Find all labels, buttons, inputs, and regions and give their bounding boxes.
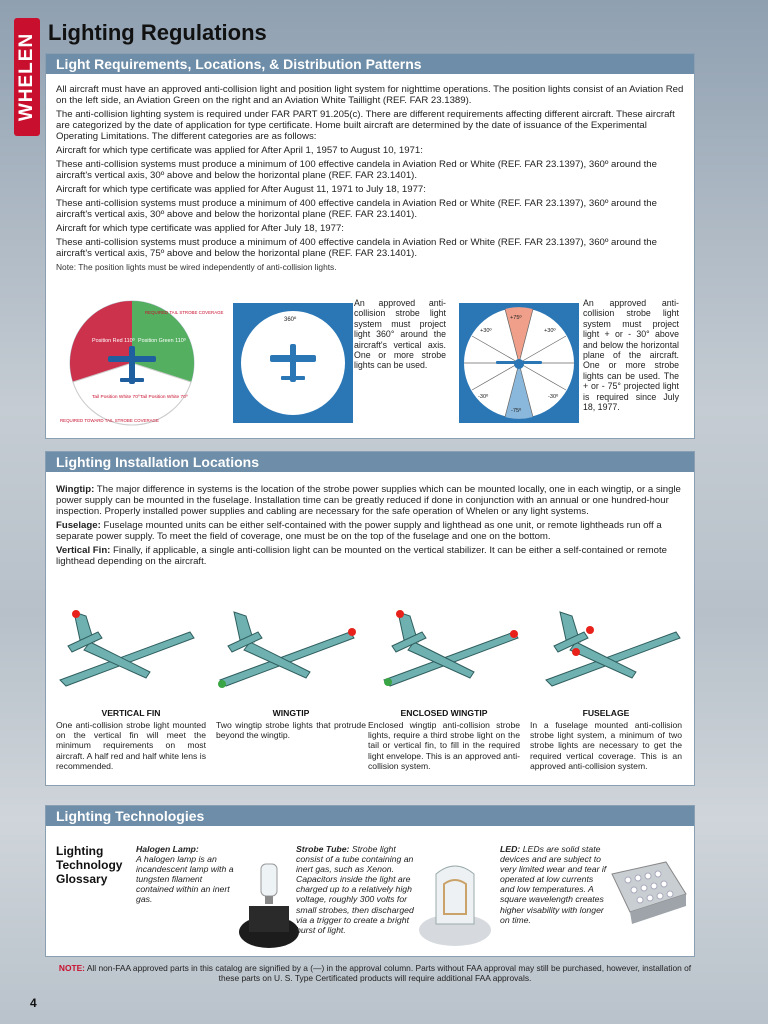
note-text: All non-FAA approved parts in this catalog are signified by a (—) in the approval column. Parts without FAA approval may still be purchased, however, installation of these parts on U. S. Type Certificated products will require additional FAA approvals.	[84, 963, 692, 983]
360-coverage-diagram	[232, 302, 354, 424]
strobe-left-wingtip-icon	[218, 680, 226, 688]
section-body	[46, 74, 694, 272]
section-heading: Light Requirements, Locations, & Distribution Patterns	[46, 54, 694, 74]
technologies-body	[46, 828, 694, 948]
note-label: NOTE:	[58, 963, 85, 973]
enclosed-wingtip-airplane	[374, 602, 524, 692]
caption-title: ENCLOSED WINGTIP	[400, 708, 488, 718]
360-description: An approved anti-collision strobe light system must project light 360° around the aircraft's vertical axis. One or more strobe lights can be used.	[354, 298, 446, 371]
airplane-icon	[374, 602, 524, 692]
wingtip-text: The major difference in systems is the location of the strobe power supplies which can be mounted locally, one in each wingtip, or a single power supply can be mounted in the fuselage. Installation time can be greatly reduced if done in conjunction with an annual or one hundred-hour inspection. Properly installed power supplies and cabling are necessary for the safe operation of Whelen or any light systems.	[56, 484, 681, 517]
minus-30-right-label: -30º	[548, 394, 559, 400]
minus-30-left-label: -30º	[478, 394, 489, 400]
fuselage-airplane	[536, 602, 686, 692]
caption-text: In a fuselage mounted anti-collision strobe light system, a minimum of two strobe lights are necessary to get the required vertical coverage. This is an approved anti-collision system.	[530, 720, 682, 771]
paragraph: Aircraft for which type certificate was applied for After July 18, 1977:	[56, 223, 344, 234]
strobe-right-wingtip-icon	[510, 630, 518, 638]
plus-75-label: +75º	[510, 315, 522, 321]
plus-30-right-label: +30º	[544, 328, 556, 334]
tail-right-label: Tail Position White 70º	[140, 395, 188, 400]
caption-text: Two wingtip strobe lights that protrude beyond the wingtip.	[216, 720, 366, 741]
strobe-fin-icon	[396, 610, 404, 618]
wingtip-label: Wingtip:	[56, 484, 95, 495]
installation-locations-panel	[45, 451, 695, 786]
section-heading: Lighting Installation Locations	[46, 452, 694, 472]
outer-left-label: REQUIRED TOWARD TAIL STROBE COVERAGE	[60, 418, 159, 423]
vertical-coverage-diagram	[458, 302, 580, 424]
approval-note	[50, 963, 700, 983]
halogen-lamp-icon	[234, 862, 304, 952]
caption-title: FUSELAGE	[582, 708, 630, 718]
caption-title: WINGTIP	[272, 708, 310, 718]
halogen-lamp-image	[234, 862, 304, 952]
lighting-technologies-panel	[45, 805, 695, 957]
airplane-icon	[50, 602, 200, 692]
led-text: LEDs are solid state devices and are subject to very limited wear and tear if operated at low currents and low temperatures. A square wavelength creates higher visability with longer on time.	[500, 844, 607, 925]
360-coverage-svg	[232, 302, 354, 424]
halogen-text: A halogen lamp is an incandescent lamp with a tungsten filament contained within an inert gas.	[136, 854, 234, 905]
page-title: Lighting Regulations	[48, 20, 267, 45]
position-green-label: Position Green 110º	[138, 338, 186, 344]
whelen-logo: WHELEN	[14, 18, 40, 136]
strobe-text: Strobe light consist of a tube containing an inert gas, such as Xenon. Capacitors inside the light are charged up to a relatively high voltage, roughly 300 volts for small strobes, then discharged via a trigger to create a bright burst of light.	[296, 844, 414, 935]
fuselage-text: Fuselage mounted units can be either self-contained with the power supply and lighthead as one unit, or remote lightheads run off a separate power supply. To meet the field of coverage, one must be on the top of the fuselage and one on the bottom.	[56, 520, 662, 542]
paragraph: The anti-collision lighting system is required under FAR PART 91.205(c). There are different requirements affecting different aircraft. These aircraft are categorized by the date of application for type certificate. Home built aircraft are determined by the date of issuance of the Experimental Operating Limitations. The different categories are as follows:	[56, 109, 675, 142]
page-number: 4	[30, 996, 37, 1010]
vertical-fin-airplane	[50, 602, 200, 692]
position-light-diagram-svg	[52, 298, 224, 428]
vertical-fin-label: Vertical Fin:	[56, 545, 111, 556]
fuselage-label: Fuselage:	[56, 520, 101, 531]
airplane-icon	[536, 602, 686, 692]
caption-text: One anti-collision strobe light mounted on the vertical fin will meet the minimum requirements on most aircraft. A half red and half white lens is recommended.	[56, 720, 206, 771]
led-lamp-image	[606, 854, 690, 944]
paragraph: These anti-collision systems must produce a minimum of 400 effective candela in Aviation Red or White (REF. FAR 23.1397), 360º around the aircraft's vertical axis, 30º above and below the horizontal plane (REF. FAR 23.1401).	[56, 198, 657, 220]
360-label: 360º	[284, 317, 297, 323]
halogen-description	[136, 844, 236, 905]
caption-title: VERTICAL FIN	[101, 708, 161, 718]
paragraph: Aircraft for which type certificate was applied for After April 1, 1957 to August 10, 1971:	[56, 145, 423, 156]
paragraph: All aircraft must have an approved anti-collision light and position light system for nighttime operations. The position lights consist of an Aviation Red on the left side, an Aviation Green on the right and an Aviation White Taillight (REF. FAR 23.1389).	[56, 84, 684, 106]
vertical-fin-text: Finally, if applicable, a single anti-collision light can be mounted on the vertical stabilizer. It can be either a self-contained or remote lighthead depending on the aircraft.	[56, 545, 667, 567]
wingtip-airplane	[210, 602, 360, 692]
led-description	[500, 844, 610, 925]
strobe-right-wingtip-icon	[348, 628, 356, 636]
section-body	[46, 472, 694, 567]
glossary-title: Lighting Technology Glossary	[56, 844, 123, 886]
section-heading: Lighting Technologies	[46, 806, 694, 826]
strobe-tube-icon	[416, 854, 494, 950]
strobe-label: Strobe Tube:	[296, 844, 350, 854]
position-red-label: Position Red 110º	[92, 338, 135, 344]
airplane-icon	[210, 602, 360, 692]
light-requirements-panel	[45, 53, 695, 439]
led-label: LED:	[500, 844, 521, 854]
vertical-coverage-description: An approved anti-collision strobe light system must project light + or - 30° above and below the horizontal plane of the aircraft. One or more strobe lights can be used. The + or - 75° projected light is required since July 18, 1977.	[583, 298, 679, 413]
plus-30-left-label: +30º	[480, 328, 492, 334]
paragraph: These anti-collision systems must produce a minimum of 100 effective candela in Aviation Red or White (REF. FAR 23.1397), 360º around the aircraft's vertical axis, 30º above and below the horizontal plane (REF. FAR 23.1401).	[56, 159, 657, 181]
strobe-fin-icon	[72, 610, 80, 618]
wiring-note: Note: The position lights must be wired independently of anti-collision lights.	[56, 262, 337, 272]
tail-left-label: Tail Position White 70º	[92, 395, 140, 400]
strobe-tube-image	[416, 854, 494, 950]
paragraph: These anti-collision systems must produce a minimum of 400 effective candela in Aviation Red or White (REF. FAR 23.1397), 360º around the aircraft's vertical axis, 75º above and below the horizontal plane (REF. FAR 23.1401).	[56, 237, 657, 259]
installation-illustrations	[46, 602, 694, 702]
vertical-coverage-svg	[458, 302, 580, 424]
led-lamp-icon	[606, 854, 690, 944]
minus-75-label: -75º	[511, 408, 522, 414]
halogen-label: Halogen Lamp:	[136, 844, 199, 854]
strobe-description	[296, 844, 424, 935]
paragraph: Aircraft for which type certificate was applied for After August 11, 1971 to July 18, 1977:	[56, 184, 426, 195]
position-light-diagram	[52, 298, 224, 428]
strobe-bottom-fuselage-icon	[572, 648, 580, 656]
strobe-left-wingtip-icon	[384, 678, 392, 686]
caption-text: Enclosed wingtip anti-collision strobe lights, require a third strobe light on the tail or vertical fin, to fill in the required light envelope. This is an approved anti-collision system.	[368, 720, 520, 771]
strobe-top-fuselage-icon	[586, 626, 594, 634]
outer-right-label: REQUIRED TAIL STROBE COVERAGE	[145, 310, 224, 315]
